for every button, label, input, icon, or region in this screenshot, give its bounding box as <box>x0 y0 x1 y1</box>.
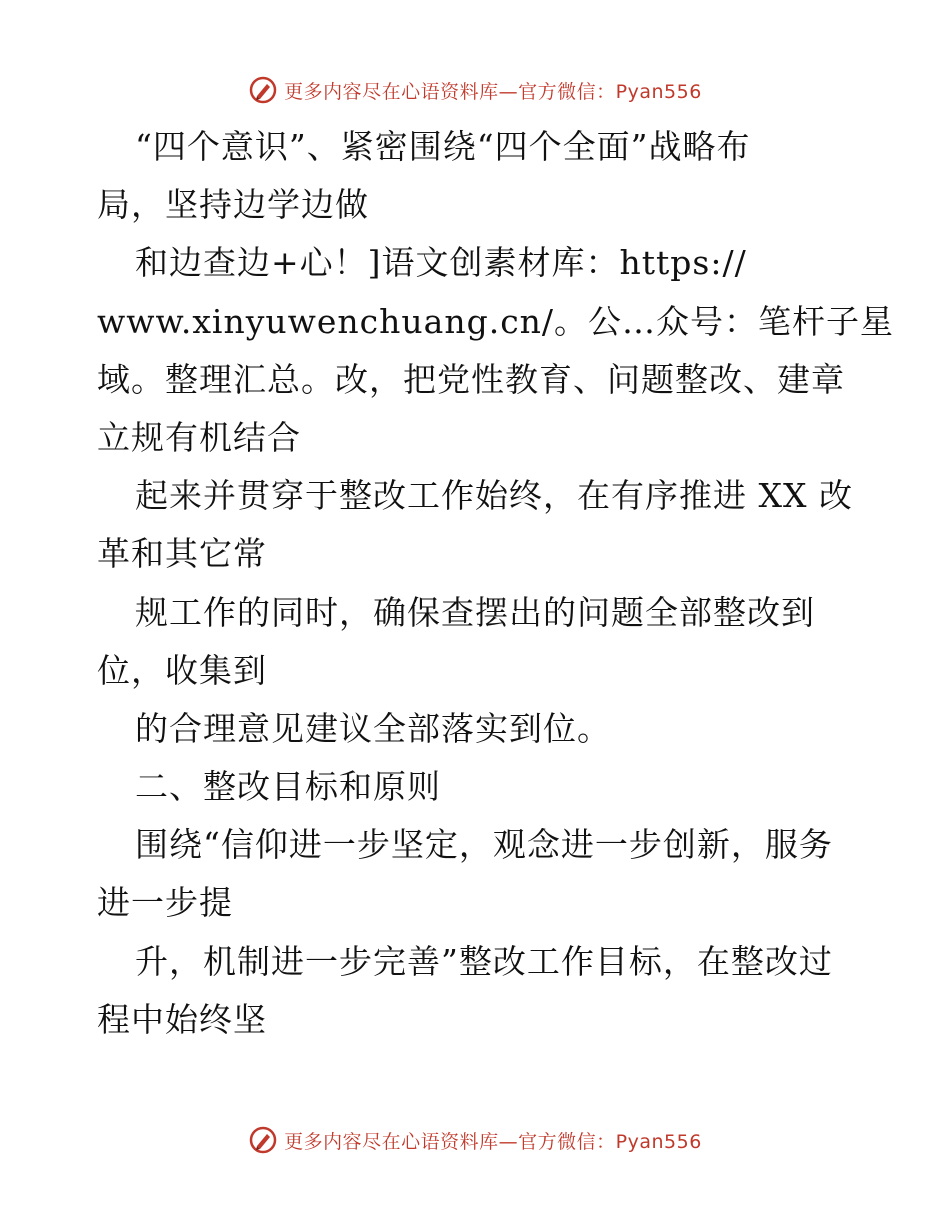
text-line: 革和其它常 <box>97 534 267 574</box>
text-line: 进一步提 <box>97 883 233 923</box>
text-line: 起来并贯穿于整改工作始终，在有序推进 XX 改 <box>135 476 853 516</box>
pen-logo-icon <box>248 75 278 105</box>
text-line: 围绕“信仰进一步坚定，观念进一步创新，服务 <box>135 825 833 865</box>
text-line: 域。整理汇总。改，把党性教育、问题整改、建章 <box>97 359 845 399</box>
pen-logo-icon <box>248 1125 278 1155</box>
text-line: 位，收集到 <box>97 650 267 690</box>
text-line: 程中始终坚 <box>97 999 267 1039</box>
header-banner-text: 更多内容尽在心语资料库—官方微信：Pyan556 <box>284 80 702 103</box>
text-line: “四个意识”、紧密围绕“四个全面”战略布 <box>135 127 751 166</box>
text-line: 和边查边+心！]语文创素材库：https:// <box>135 243 747 283</box>
header-banner <box>0 70 950 110</box>
text-line: www.xinyuwenchuang.cn/。公…众号：笔杆子星 <box>97 301 895 341</box>
text-line: 局，坚持边学边做 <box>97 185 369 225</box>
text-line: 升，机制进一步完善”整改工作目标，在整改过 <box>135 941 833 981</box>
text-line: 的合理意见建议全部落实到位。 <box>135 708 611 748</box>
text-line: 立规有机结合 <box>97 417 301 457</box>
text-line: 规工作的同时，确保查摆出的问题全部整改到 <box>135 592 815 632</box>
section-heading: 二、整改目标和原则 <box>135 767 441 807</box>
footer-banner <box>0 1120 950 1160</box>
document-body <box>97 118 895 1049</box>
footer-banner-text: 更多内容尽在心语资料库—官方微信：Pyan556 <box>284 1130 702 1153</box>
